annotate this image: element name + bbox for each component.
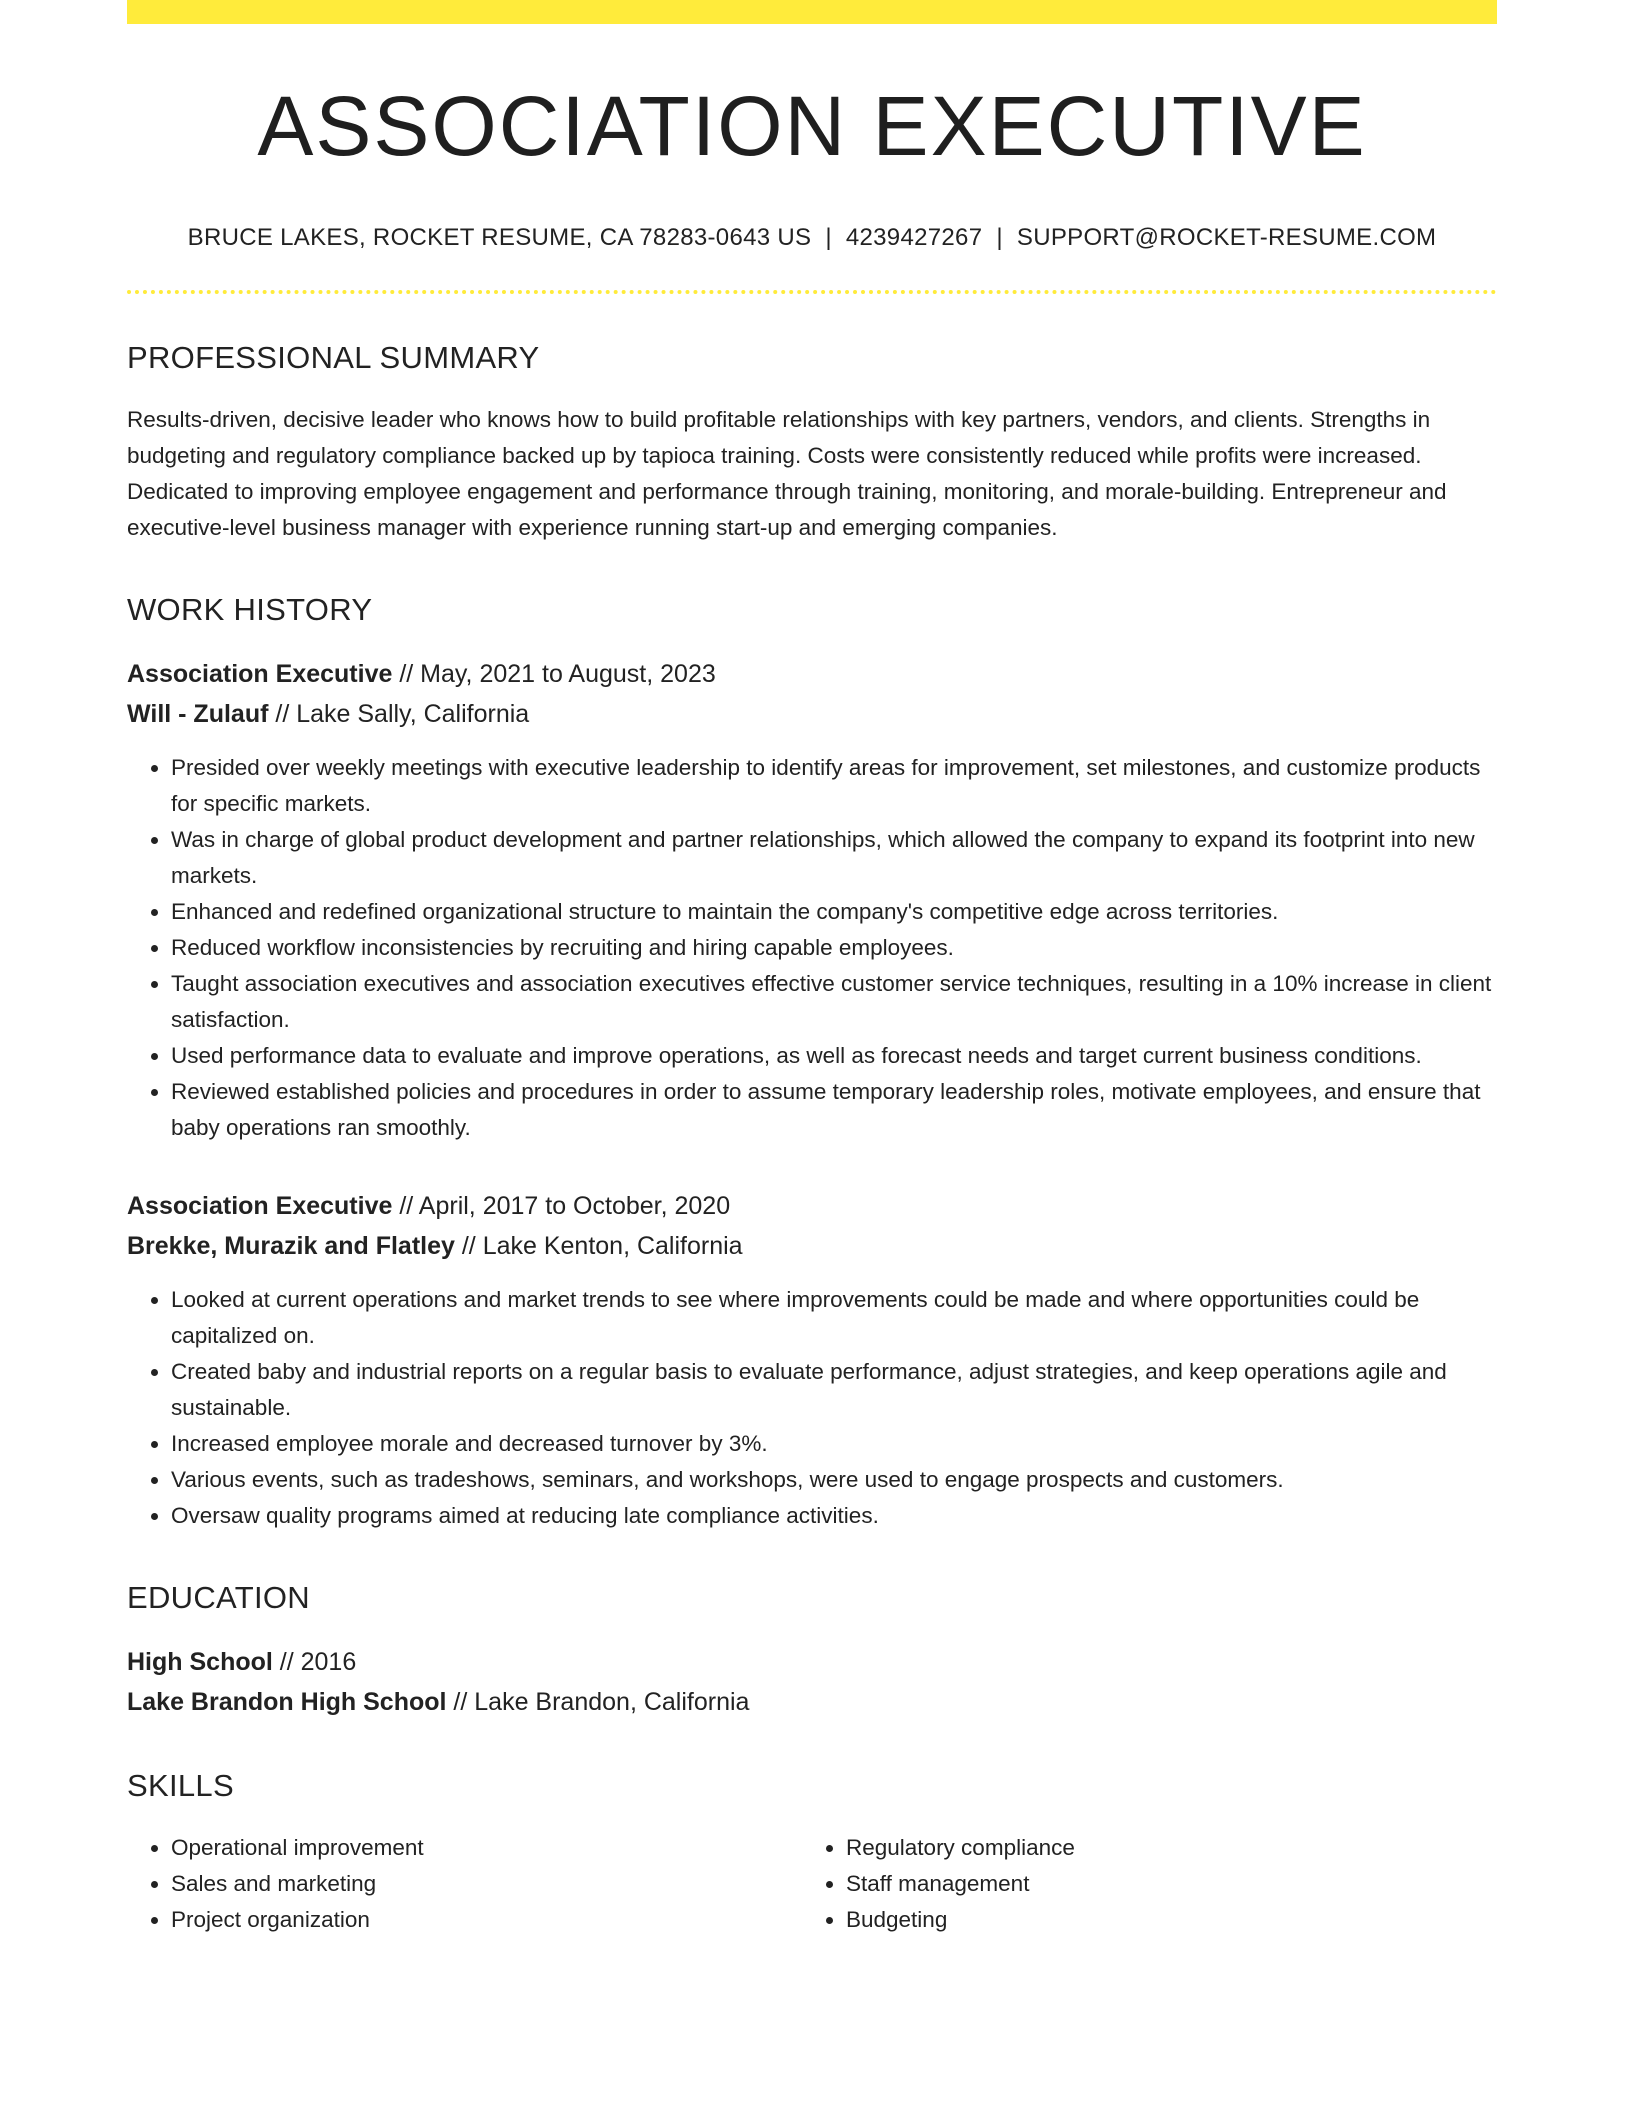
job-location: // Lake Sally, California [268,700,530,728]
job-location: // Lake Kenton, California [454,1232,743,1260]
contact-line [127,224,1497,252]
job-company: Will - Zulauf [127,700,269,728]
job-bullet: • Reduced workflow inconsistencies by recruiting and hiring capable employees. [171,930,1497,966]
contact-email: SUPPORT@ROCKET-RESUME.COM [1016,224,1437,251]
job-bullet: • Looked at current operations and market trends to see where improvements could be made and where opportunities could be capitalized on. [171,1282,1497,1354]
skill-item: • Budgeting [846,1902,1477,1938]
contact-separator: | [825,224,832,251]
job-bullet: • Presided over weekly meetings with executive leadership to identify areas for improvement, set milestones, and customize products for specific markets. [171,750,1497,822]
resume-name: ASSOCIATION EXECUTIVE [257,79,1367,173]
skills-column-left [127,1830,802,1938]
contact-address: BRUCE LAKES, ROCKET RESUME, CA 78283-0643 US [187,224,812,251]
job-entry [127,654,1497,1146]
job-bullets [127,1282,1497,1534]
contact-separator: | [996,224,1003,251]
job-title-line [127,1186,1497,1226]
skill-item: • Operational improvement [171,1830,802,1866]
skills-list [127,1830,1497,1938]
job-bullet: • Oversaw quality programs aimed at reducing late compliance activities. [171,1498,1497,1534]
education-school: Lake Brandon High School [127,1688,447,1716]
skill-item: • Staff management [846,1866,1477,1902]
skill-item: • Regulatory compliance [846,1830,1477,1866]
education-degree: High School [127,1648,273,1676]
job-title: Association Executive [127,660,393,688]
job-bullet: • Created baby and industrial reports on a regular basis to evaluate performance, adjust strategies, and keep operations agile and sustainable. [171,1354,1497,1426]
job-bullets [127,750,1497,1146]
work-history-heading: WORK HISTORY [127,592,373,627]
skill-item: • Project organization [171,1902,802,1938]
accent-top-bar [127,0,1497,24]
job-bullet: • Was in charge of global product development and partner relationships, which allowed the company to expand its footprint into new markets. [171,822,1497,894]
education-degree-line [127,1642,1497,1682]
job-company-line [127,1226,1497,1266]
dotted-divider [127,290,1497,294]
education-year: // 2016 [272,1648,357,1676]
skills-column-right [802,1830,1477,1938]
summary-text: Results-driven, decisive leader who knows how to build profitable relationships with key partners, vendors, and clients. Strengths in budgeting and regulatory compliance backed up by tapioca training. Costs were consistently reduced while profits were increased. Dedicated to improving employee engagement and performance through training, monitoring, and morale-building. Entrepreneur and executive-level business manager with experience running start-up and emerging companies. [127,407,1447,540]
job-bullet: • Increased employee morale and decreased turnover by 3%. [171,1426,1497,1462]
contact-phone: 4239427267 [845,224,983,251]
job-entry [127,1186,1497,1534]
education-location: // Lake Brandon, California [446,1688,750,1716]
job-dates: // May, 2021 to August, 2023 [392,660,716,688]
job-company-line [127,694,1497,734]
job-company: Brekke, Murazik and Flatley [127,1232,455,1260]
job-dates: // April, 2017 to October, 2020 [392,1192,731,1220]
job-title: Association Executive [127,1192,393,1220]
job-bullet: • Taught association executives and association executives effective customer service techniques, resulting in a 10% increase in client satisfaction. [171,966,1497,1038]
summary-heading: PROFESSIONAL SUMMARY [127,340,540,375]
job-bullet: • Various events, such as tradeshows, seminars, and workshops, were used to engage prospects and customers. [171,1462,1497,1498]
resume-page [127,0,1497,1938]
job-bullet: • Reviewed established policies and procedures in order to assume temporary leadership roles, motivate employees, and ensure that baby operations ran smoothly. [171,1074,1497,1146]
job-title-line [127,654,1497,694]
skills-heading: SKILLS [127,1768,234,1803]
education-school-line [127,1682,1497,1722]
job-bullet: • Enhanced and redefined organizational structure to maintain the company's competitive edge across territories. [171,894,1497,930]
education-heading: EDUCATION [127,1580,310,1615]
skill-item: • Sales and marketing [171,1866,802,1902]
education-entry [127,1642,1497,1722]
job-bullet: • Used performance data to evaluate and improve operations, as well as forecast needs and target current business conditions. [171,1038,1497,1074]
